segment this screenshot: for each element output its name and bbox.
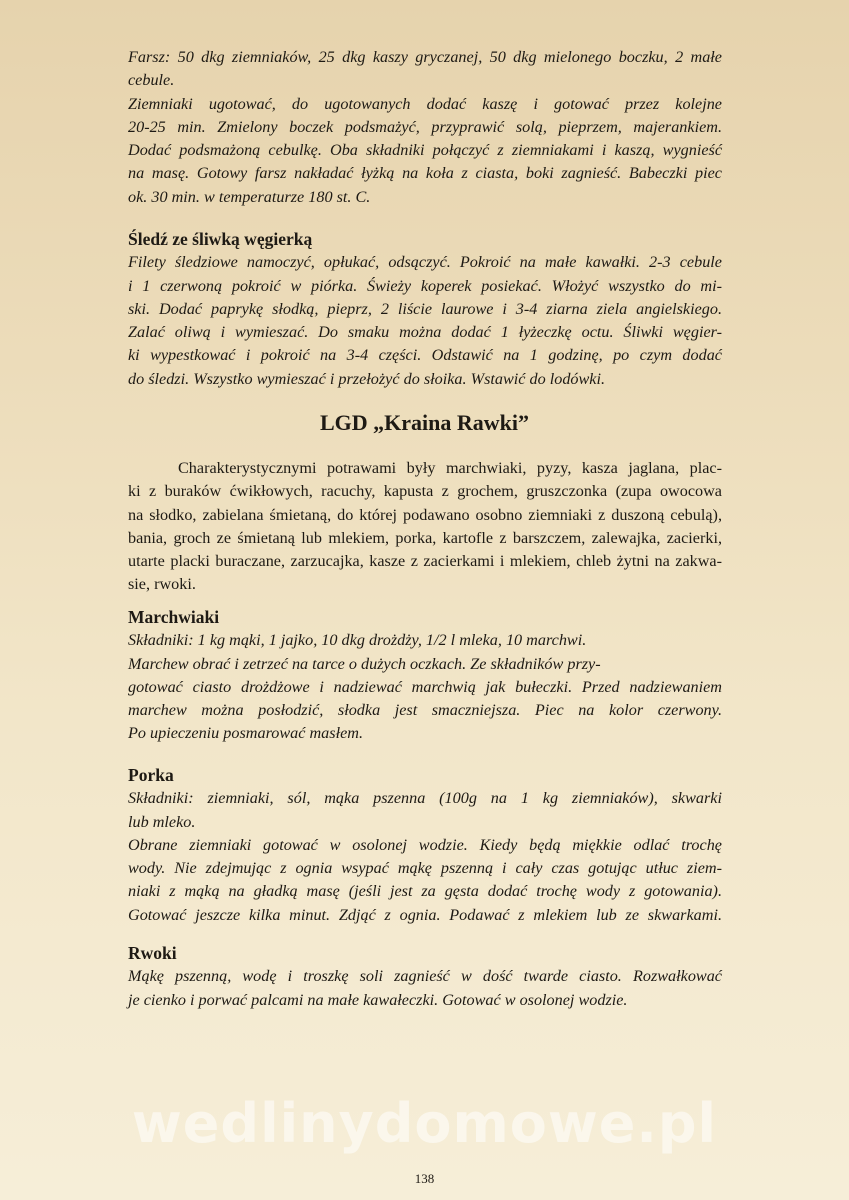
text-line: lub mleko. xyxy=(128,812,196,831)
text-line: cebule. xyxy=(128,71,175,90)
text-line: ki z buraków ćwikłowych, racuchy, kapusta z grochem, gruszczonka (zupa owocowa xyxy=(128,482,722,501)
text-line: do śledzi. Wszystko wymieszać i przełożyć do słoika. Wstawić do lodówki. xyxy=(128,369,606,388)
page-number: 138 xyxy=(414,1171,435,1186)
text-line: Mąkę pszenną, wodę i troszkę soli zagnieść w dość twarde ciasto. Rozwałkować xyxy=(128,967,722,986)
text-line: sie, rwoki. xyxy=(128,575,196,594)
text-line: ok. 30 min. w temperaturze 180 st. C. xyxy=(128,187,371,206)
recipe-heading: Marchwiaki xyxy=(128,607,220,627)
text-line: Farsz: 50 dkg ziemniaków, 25 dkg kaszy gryczanej, 50 dkg mielonego boczku, 2 małe xyxy=(128,48,722,66)
text-line: na słodko, zabielana śmietaną, do której podawano osobno ziemniaki z duszoną cebulą), xyxy=(128,505,722,524)
recipe-heading: Rwoki xyxy=(128,943,177,963)
text-line: gotować ciasto drożdżowe i nadziewać marchwią jak bułeczki. Przed nadziewaniem xyxy=(128,677,722,696)
text-line: Dodać podsmażoną cebulkę. Oba składniki połączyć z ziemniakami i kaszą, wygnieść xyxy=(128,141,722,160)
text-line: je cienko i porwać palcami na małe kawałeczki. Gotować w osolonej wodzie. xyxy=(128,990,628,1009)
text-line: Marchew obrać i zetrzeć na tarce o dużych oczkach. Ze składników przy- xyxy=(128,654,601,673)
text-line: Składniki: ziemniaki, sól, mąka pszenna (100g na 1 kg ziemniaków), skwarki xyxy=(128,789,722,808)
text-line: Gotować jeszcze kilka minut. Zdjąć z ognia. Podawać z mlekiem lub ze skwarkami. xyxy=(128,905,722,924)
text-line: Ziemniaki ugotować, do ugotowanych dodać kaszę i gotować przez kolejne xyxy=(128,94,722,113)
text-line: ski. Dodać paprykę słodką, pieprz, 2 liście laurowe i 3-4 ziarna ziela angielskiego. xyxy=(128,299,722,318)
recipe-heading: Śledź ze śliwką węgierką xyxy=(128,229,313,249)
recipe-porka xyxy=(128,764,722,927)
text-line: Obrane ziemniaki gotować w osolonej wodzie. Kiedy będą miękkie odlać trochę xyxy=(128,835,722,854)
text-line: bania, groch ze śmietaną lub mlekiem, porka, kartofle z barszczem, zalewajka, zacierki, xyxy=(128,528,722,547)
text-line: niaki z mąką na gładką masę (jeśli jest za gęsta dodać trochę wody z gotowania). xyxy=(128,882,722,901)
intro-paragraph xyxy=(128,457,722,597)
recipe-sledz xyxy=(128,228,722,391)
watermark: wedlinydomowe.pl xyxy=(131,1092,718,1155)
text-line: 20-25 min. Zmielony boczek podsmażyć, przyprawić solą, pieprzem, majerankiem. xyxy=(128,117,722,136)
text-line: Składniki: 1 kg mąki, 1 jajko, 10 dkg drożdży, 1/2 l mleka, 10 marchwi. xyxy=(128,631,587,650)
text-line: Filety śledziowe namoczyć, opłukać, odsączyć. Pokroić na małe kawałki. 2-3 cebule xyxy=(128,253,722,272)
text-line: Po upieczeniu posmarować masłem. xyxy=(128,724,363,743)
text-line: i 1 czerwoną pokroić w piórka. Świeży koperek posiekać. Włożyć wszystko do mi- xyxy=(128,276,722,295)
recipe-heading: Porka xyxy=(128,765,174,785)
text-line: na masę. Gotowy farsz nakładać łyżką na koła z ciasta, boki zagnieść. Babeczki piec xyxy=(128,164,722,183)
text-line: marchew można posłodzić, słodka jest smaczniejsza. Piec na kolor czerwony. xyxy=(128,701,722,720)
text-line: Charakterystycznymi potrawami były marchwiaki, pyzy, kasza jaglana, plac- xyxy=(178,459,722,477)
text-line: Zalać oliwą i wymieszać. Do smaku można dodać 1 łyżeczkę octu. Śliwki węgier- xyxy=(128,323,722,342)
farsz-recipe-continued xyxy=(128,46,722,209)
text-line: wody. Nie zdejmując z ognia wsypać mąkę pszenną i cały czas gotując utłuc ziem- xyxy=(128,859,722,878)
text-line: ki wypestkować i pokroić na 3-4 części. Odstawić na 1 godzinę, po czym dodać xyxy=(128,346,722,365)
recipe-marchwiaki xyxy=(128,606,722,746)
recipe-rwoki xyxy=(128,942,722,1012)
text-line: utarte placki buraczane, zarzucajka, kasze z zacierkami i mlekiem, chleb żytni na zakwa- xyxy=(128,552,722,571)
section-title: LGD „Kraina Rawki” xyxy=(319,410,530,435)
